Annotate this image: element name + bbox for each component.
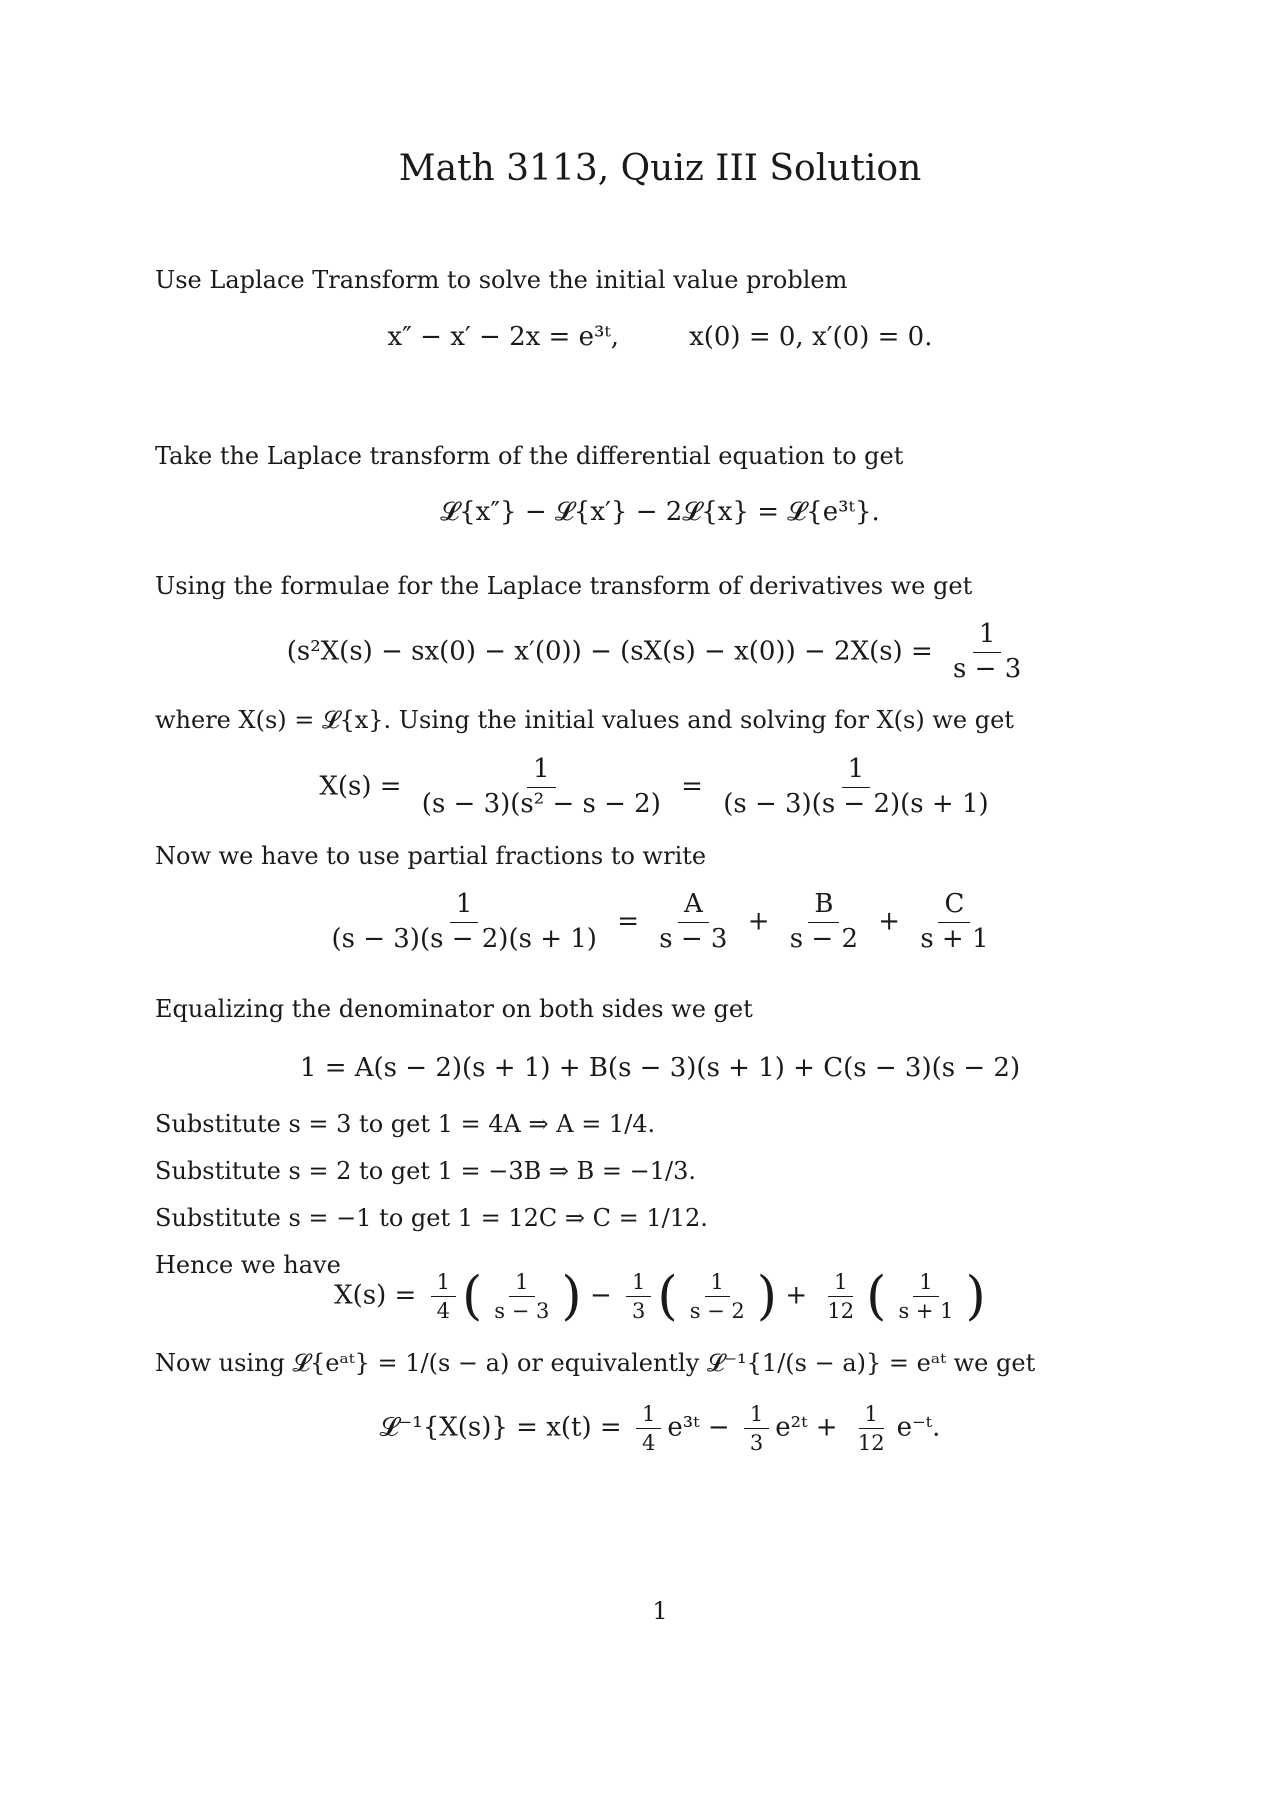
equals-sign: = — [681, 771, 703, 802]
hence-paragraph: Hence we have — [155, 1251, 341, 1279]
page-number: 1 — [652, 1597, 668, 1625]
document-title: Math 3113, Quiz III Solution — [398, 148, 922, 189]
partial-fractions-paragraph: Now we have to use partial fractions to write — [155, 842, 707, 870]
equalizing-paragraph: Equalizing the denominator on both sides we get — [155, 995, 753, 1023]
term-fraction: $\frac{1}{s - 2}$ — [689, 1270, 745, 1324]
transform-equation: 𝓛{x″} − 𝓛{x′} − 2𝓛{x} = 𝓛{e³ᵗ}. — [440, 497, 880, 527]
derivatives-paragraph: Using the formulae for the Laplace transform of derivatives we get — [155, 572, 973, 600]
X-partial-fraction-form: X(s) = $\frac{1}{4}$ ( $\frac{1}{s - 3}$ ) − $\frac{1}{3}$ ( $\frac{1}{s - 2}$ ) + $\frac{1}{12}$ ( $\frac{1}{s + 1}$ ) — [334, 1266, 986, 1327]
where-paragraph: where X(s) = 𝓛{x}. Using the initial values and solving for X(s) we get — [155, 706, 1014, 734]
X-solution-equation — [0, 755, 1280, 820]
X-eq-lhs: X(s) = — [319, 771, 402, 802]
plus-sign: + — [785, 1280, 808, 1311]
substitution-line-1: Substitute s = 3 to get 1 = 4A ⇒ A = 1/4. — [155, 1110, 656, 1138]
derivative-eq-rhs-fraction: $\frac{1}{s - 3}$ — [953, 619, 1022, 684]
ivp-initial-conditions: x(0) = 0, x′(0) = 0. — [689, 322, 933, 352]
inverse-transform-paragraph: Now using 𝓛{eᵃᵗ} = 1/(s − a) or equivalently 𝓛⁻¹{1/(s − a)} = eᵃᵗ we get — [155, 1349, 1036, 1377]
plus-sign: + — [878, 906, 901, 937]
coef-fraction: $\frac{1}{12}$ — [857, 1402, 885, 1456]
minus-sign: − — [589, 1280, 612, 1311]
identity-equation: 1 = A(s − 2)(s + 1) + B(s − 3)(s + 1) + C(s − 3)(s − 2) — [299, 1053, 1021, 1083]
derivative-transform-equation — [0, 620, 1280, 685]
pf-lhs-fraction: $\frac{1}{(s - 3)(s - 2)(s + 1)}$ — [331, 889, 597, 954]
term-fraction: $\frac{1}{s - 3}$ — [494, 1270, 550, 1324]
hence-lhs: X(s) = — [334, 1280, 417, 1311]
exp-term: e²ᵗ — [775, 1412, 808, 1443]
substitution-line-2: Substitute s = 2 to get 1 = −3B ⇒ B = −1/3. — [155, 1157, 697, 1185]
minus-sign: − — [707, 1412, 730, 1443]
ivp-equation — [0, 322, 1280, 352]
plus-sign: + — [747, 906, 770, 937]
exp-term: e³ᵗ — [667, 1412, 700, 1443]
coef-fraction: $\frac{1}{3}$ — [744, 1402, 769, 1455]
equals-sign: = — [617, 906, 639, 937]
pf-C-fraction: $\frac{C}{s + 1}$ — [920, 889, 989, 954]
pf-A-fraction: $\frac{A}{s - 3}$ — [659, 889, 728, 954]
ivp-ode: x″ − x′ − 2x = e³ᵗ, — [387, 322, 620, 352]
partial-fractions-equation — [0, 890, 1280, 955]
term-fraction: $\frac{1}{s + 1}$ — [898, 1270, 954, 1324]
coef-fraction: $\frac{1}{12}$ — [827, 1270, 855, 1324]
take-transform-paragraph: Take the Laplace transform of the differential equation to get — [155, 442, 904, 470]
X-eq-fraction-2: $\frac{1}{(s - 3)(s - 2)(s + 1)}$ — [723, 754, 989, 819]
final-solution-equation — [0, 1402, 1280, 1455]
coef-fraction: $\frac{1}{3}$ — [626, 1270, 651, 1323]
X-eq-fraction-1: $\frac{1}{\text{(s − 3)(s² − s − 2)}}$ — [421, 754, 661, 819]
intro-paragraph: Use Laplace Transform to solve the initial value problem — [155, 266, 848, 294]
substitution-line-3: Substitute s = −1 to get 1 = 12C ⇒ C = 1/12. — [155, 1204, 708, 1232]
plus-sign: + — [815, 1412, 838, 1443]
final-lhs: 𝓛⁻¹{X(s)} = x(t) = — [379, 1412, 622, 1443]
coef-fraction: $\frac{1}{4}$ — [636, 1402, 661, 1455]
coef-fraction: $\frac{1}{4}$ — [431, 1270, 456, 1323]
pf-B-fraction: $\frac{B}{s - 2}$ — [789, 889, 858, 954]
exp-term: e⁻ᵗ. — [896, 1412, 941, 1443]
derivative-eq-lhs: (s²X(s) − sx(0) − x′(0)) − (sX(s) − x(0)) − 2X(s) = — [286, 636, 933, 667]
